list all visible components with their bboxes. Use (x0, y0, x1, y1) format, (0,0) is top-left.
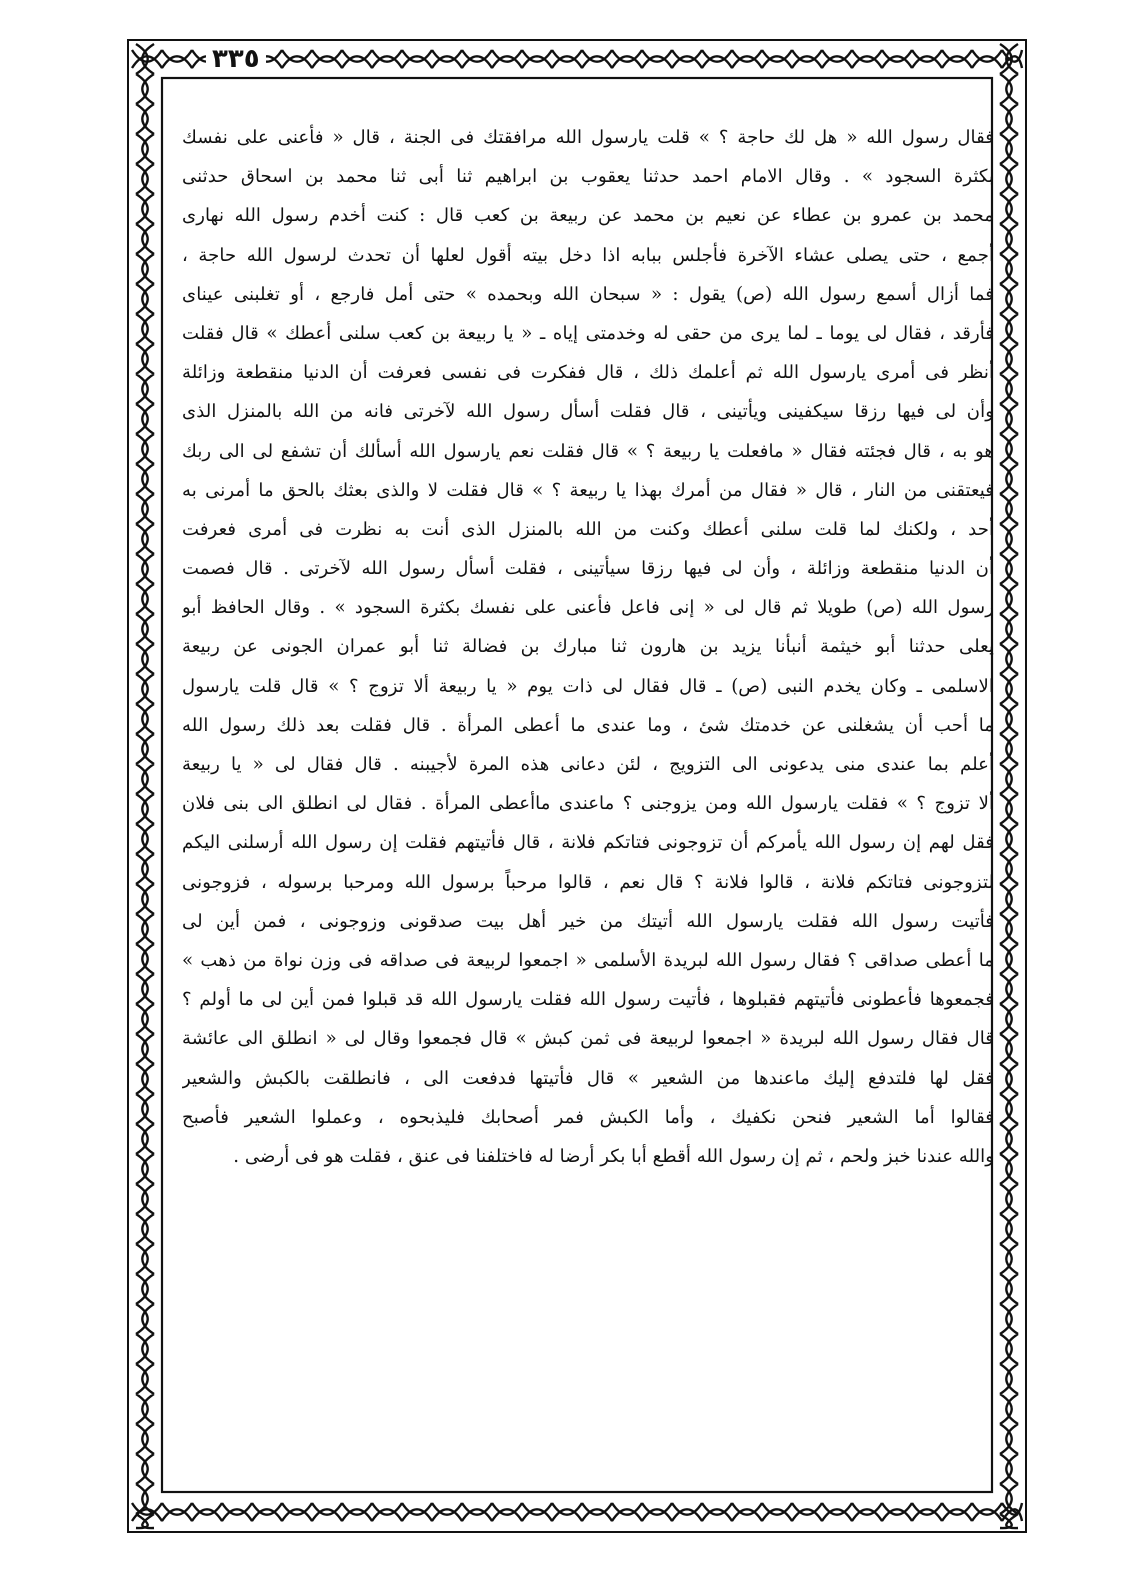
text-line: بكثرة السجود » . وقال الامام احمد حدثنا يعقوب بن ابراهيم ثنا أبى ثنا محمد بن اسحاق حدثنى (182, 166, 994, 188)
text-line: لتزوجونى فتاتكم فلانة ، قالوا فلانة ؟ قال نعم ، قالوا مرحباً برسول الله ومرحبا برسوله ، فزوجونى (182, 871, 994, 893)
text-line: والله عندنا خبز ولحم ، ثم إن رسول الله أقطع أبا بكر أرضا له فاختلفنا فى عنق ، فقلت هو فى أرضى . (233, 1145, 994, 1167)
text-line: وأن لى فيها رزقا سيكفينى ويأتينى ، قال فقلت أسأل رسول الله لآخرتى فانه من الله بالمنزل الذى (182, 401, 994, 423)
text-line: أنظر فى أمرى يارسول الله ثم أعلمك ذلك ، قال ففكرت فى نفسى فعرفت أن الدنيا منقطعة وزائلة (182, 362, 994, 384)
text-line: محمد بن عمرو بن عطاء عن نعيم بن محمد عن ربيعة بن كعب قال : كنت أخدم رسول الله نهارى (182, 205, 994, 227)
text-line: هو به ، قال فجئته فقال « مافعلت يا ربيعة ؟ » قال فقلت نعم يارسول الله أسألك أن تشفع لى الى ربك (182, 440, 994, 462)
text-line: ألا تزوج ؟ » فقلت يارسول الله ومن يزوجنى ؟ ماعندى ماأعطى المرأة . فقال لى انطلق الى بنى فلان (182, 793, 994, 815)
text-line: قال فقال رسول الله لبريدة « اجمعوا لربيعة فى ثمن كبش » قال فجمعوا وقال لى « انطلق الى عائشة (182, 1028, 994, 1050)
text-line: أعلم بما عندى منى يدعونى الى التزويج ، لئن دعانى هذه المرة لأجيبنه . قال فقال لى « يا ربيعة (182, 754, 994, 775)
text-line: أن الدنيا منقطعة وزائلة ، وأن لى فيها رزقا سيأتينى ، فقلت أسأل رسول الله لآخرتى . قال فصمت (182, 558, 994, 580)
text-line: فقل لهم إن رسول الله يأمركم أن تزوجونى فتاتكم فلانة ، قال فأتيتهم فقلت إن رسول الله أرسلنى اليكم (182, 832, 994, 854)
text-line: أحد ، ولكنك لما قلت سلنى أعطك وكنت من الله بالمنزل الذى أنت به نظرت فى أمرى فعرفت (182, 518, 994, 540)
text-line: رسول الله (ص) طويلا ثم قال لى « إنى فاعل فأعنى على نفسك بكثرة السجود » . وقال الحافظ أبو (182, 597, 994, 619)
page-number: ٣٣٥ (206, 44, 266, 74)
body-text (182, 118, 994, 1463)
text-line: ما أحب أن يشغلنى عن خدمتك شئ ، وما عندى ما أعطى المرأة . قال فقلت بعد ذلك رسول الله (182, 714, 994, 736)
text-line: أجمع ، حتى يصلى عشاء الآخرة فأجلس ببابه اذا دخل بيته أقول لعلها أن تحدث لرسول الله حاجة ، (182, 244, 994, 266)
text-line: فما أزال أسمع رسول الله (ص) يقول : « سبحان الله وبحمده » حتى أمل فارجع ، أو تغلبنى عيناى (182, 283, 994, 305)
text-line: فجمعوها فأعطونى فأتيتهم فقبلوها ، فأتيت رسول الله فقلت يارسول الله قد قبلوا فمن أين لى ما أولم ؟ (182, 989, 994, 1011)
text-line: فأتيت رسول الله فقلت يارسول الله أتيتك من خير أهل بيت صدقونى وزوجونى ، فمن أين لى (182, 910, 994, 932)
text-line: ما أعطى صداقى ؟ فقال رسول الله لبريدة الأسلمى « اجمعوا لربيعة فى صداقه فى وزن نواة من ذهب » (182, 949, 994, 971)
text-line: يعلى حدثنا أبو خيثمة أنبأنا يزيد بن هارون ثنا مبارك بن فضالة ثنا أبو عمران الجونى عن ربيعة (182, 636, 994, 658)
text-line: فأرقد ، فقال لى يوما ـ لما يرى من حقى له وخدمتى إياه ـ « يا ربيعة بن كعب سلنى أعطك » قال فقلت (182, 322, 994, 344)
text-line: فقالوا أما الشعير فنحن نكفيك ، وأما الكبش فمر أصحابك فليذبحوه ، وعملوا الشعير فأصبح (182, 1106, 994, 1128)
text-line: فقل لها فلتدفع إليك ماعندها من الشعير » قال فأتيتها فدفعت الى ، فانطلقت بالكبش والشعير (182, 1067, 994, 1089)
text-line: فقال رسول الله « هل لك حاجة ؟ » قلت يارسول الله مرافقتك فى الجنة ، قال « فأعنى على نفسك (182, 127, 994, 148)
text-line: الاسلمى ـ وكان يخدم النبى (ص) ـ قال فقال لى ذات يوم « يا ربيعة ألا تزوج ؟ » قال قلت يارسول (182, 675, 994, 697)
text-line: فيعتقنى من النار ، قال « فقال من أمرك بهذا يا ربيعة ؟ » قال فقلت لا والذى بعثك بالحق ما أمرنى به (182, 479, 994, 501)
